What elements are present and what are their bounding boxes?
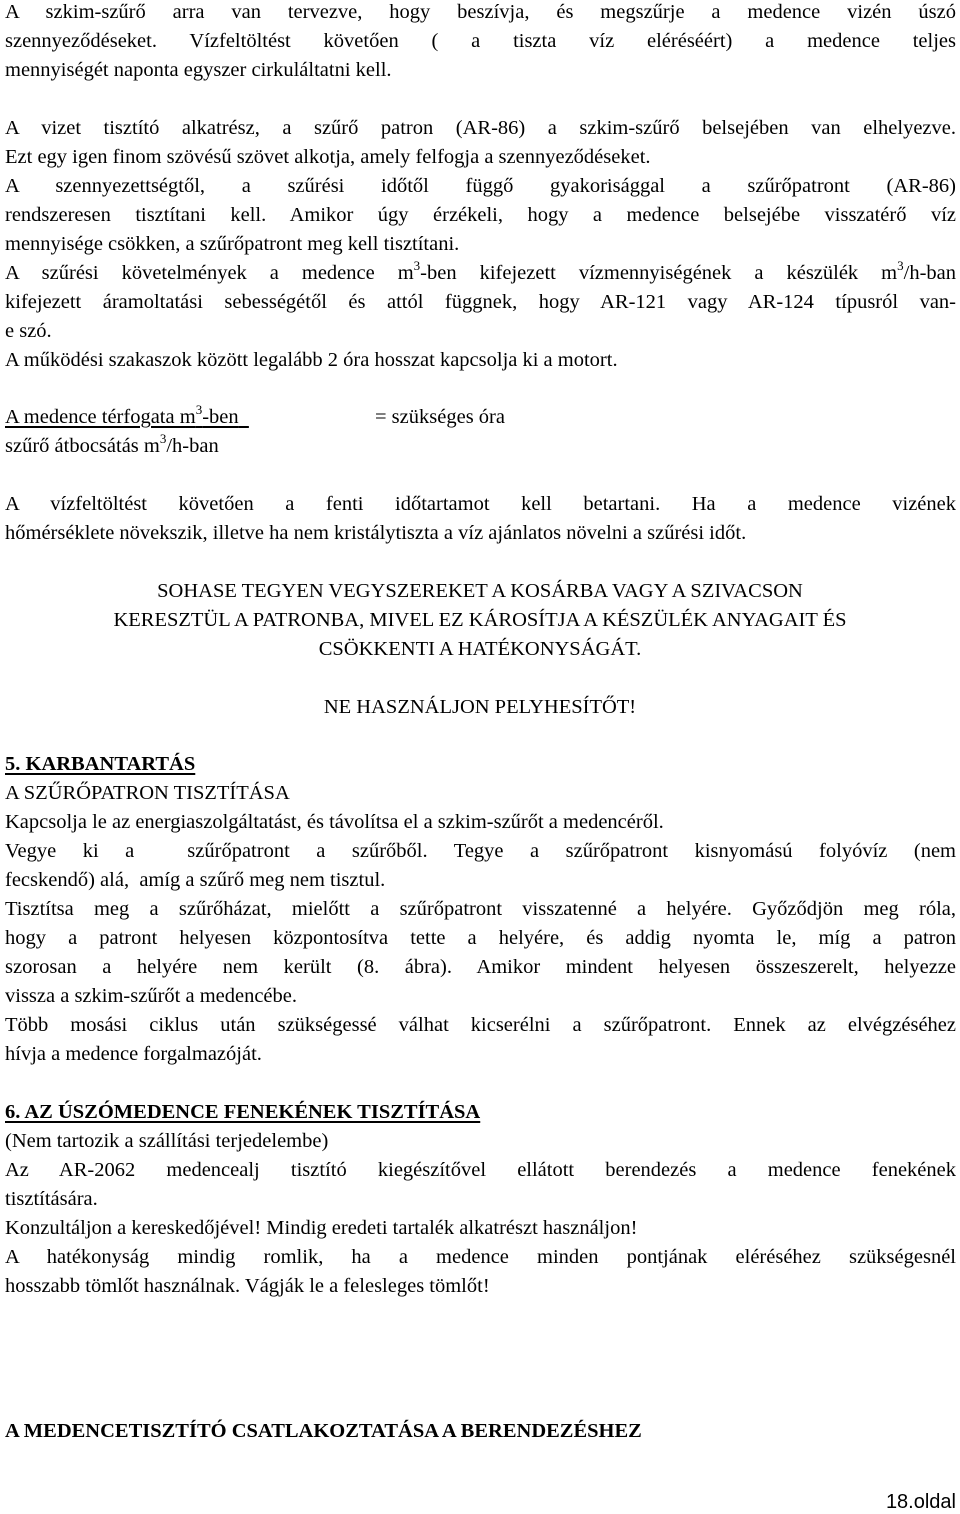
section-5-line-7: vissza a szkim-szűrőt a medencébe. [5, 985, 298, 1007]
intro-p2-line-5: mennyisége csökken, a szűrőpatront meg kell tisztítani. [5, 233, 460, 255]
section-5-line-5: hogy a patront helyesen központosítva tette a helyére, és addig nyomta le, míg a patron [5, 927, 956, 949]
formula-numerator [5, 402, 301, 429]
section-6-line-4: Konzultáljon a kereskedőjével! Mindig eredeti tartalék alkatrészt használjon! [5, 1217, 638, 1239]
section-5-subheading: A SZŰRŐPATRON TISZTÍTÁSA [5, 782, 290, 804]
section-6-line-1: (Nem tartozik a szállítási terjedelembe) [5, 1130, 329, 1152]
formula-numerator-text [5, 402, 249, 428]
warning-line-2: KERESZTÜL A PATRONBA, MIVEL EZ KÁROSÍTJA A KÉSZÜLÉK ANYAGAIT ÉS [113, 609, 847, 631]
after-formula-line-2: hőmérséklete növekszik, illetve ha nem kristálytiszta a víz ajánlatos növelni a szűrési időt. [5, 522, 747, 544]
section-5-line-6: szorosan a helyére nem került (8. ábra). Amikor mindent helyesen összeszerelt, helyezze [5, 956, 956, 978]
intro-p1-line-3: mennyiségét naponta egyszer cirkuláltatni kell. [5, 59, 392, 81]
formula-den-a: szűrő átbocsátás m [5, 435, 160, 457]
requirements-line-1 [5, 258, 956, 285]
formula-den-b: /h-ban [166, 435, 219, 457]
formula-num-b: -ben [202, 406, 239, 428]
page-number: 18.oldal [885, 1491, 956, 1513]
formula-den-sup: 3 [159, 431, 167, 446]
section-5-heading: 5. KARBANTARTÁS [5, 753, 196, 775]
req-text-a: A szűrési követelmények a medence m [5, 262, 414, 284]
after-formula-line-1: A vízfeltöltést követően a fenti időtartamot kell betartani. Ha a medence vizének [5, 493, 956, 515]
requirements-line-3: e szó. [5, 320, 52, 342]
intro-p1-line-1: A szkim-szűrő arra van tervezve, hogy beszívja, és megszűrje a medence vizén úszó [5, 1, 956, 23]
intro-p1-line-2: szennyeződéseket. Vízfeltöltést követően ( a tiszta víz eléréséért) a medence teljes [5, 30, 956, 52]
motor-note: A működési szakaszok között legalább 2 óra hosszat kapcsolja ki a motort. [5, 349, 618, 371]
section-5-line-2: Vegye ki a szűrőpatront a szűrőből. Tegye a szűrőpatront kisnyomású folyóvíz (nem [5, 840, 956, 862]
section-7-heading: A MEDENCETISZTÍTÓ CSATLAKOZTATÁSA A BERENDEZÉSHEZ [5, 1420, 642, 1442]
section-5-line-3: fecskendő) alá, amíg a szűrő meg nem tisztul. [5, 869, 386, 891]
intro-p2-line-3: A szennyezettségtől, a szűrési időtől függő gyakorisággal a szűrőpatront (AR-86) [5, 175, 956, 197]
formula-num-a: A medence térfogata m [5, 406, 196, 428]
section-6-line-5: A hatékonyság mindig romlik, ha a medence minden pontjának eléréséhez szükségesnél [5, 1246, 956, 1268]
req-sup-1: 3 [413, 258, 421, 273]
section-6-line-2: Az AR-2062 medencealj tisztító kiegészítővel ellátott berendezés a medence fenekének [5, 1159, 956, 1181]
intro-p2-line-1: A vizet tisztító alkatrész, a szűrő patron (AR-86) a szkim-szűrő belsejében van elhelyezve. [5, 117, 956, 139]
section-5-line-8: Több mosási ciklus után szükségessé válhat kicserélni a szűrőpatront. Ennek az elvégzéséhez [5, 1014, 956, 1036]
warning-line-1: SOHASE TEGYEN VEGYSZEREKET A KOSÁRBA VAGY A SZIVACSON [157, 580, 803, 602]
formula-num-sup: 3 [195, 402, 203, 417]
section-5-line-4: Tisztítsa meg a szűrőházat, mielőtt a szűrőpatront visszatenné a helyére. Győződjön meg róla, [5, 898, 956, 920]
warning-flocculant: NE HASZNÁLJON PELYHESÍTŐT! [323, 696, 637, 718]
formula-denominator [5, 431, 219, 458]
formula-result: = szükséges óra [375, 406, 505, 428]
req-text-b: -ben kifejezett vízmennyiségének a készülék m [420, 262, 898, 284]
section-6-line-6: hosszabb tömlőt használnak. Vágják le a felesleges tömlőt! [5, 1275, 490, 1297]
req-text-c: /h-ban [903, 262, 956, 284]
intro-p2-line-2: Ezt egy igen finom szövésű szövet alkotja, amely felfogja a szennyeződéseket. [5, 146, 651, 168]
warning-line-3: CSÖKKENTI A HATÉKONYSÁGÁT. [318, 638, 642, 660]
req-sup-2: 3 [897, 258, 904, 273]
requirements-line-2: kifejezett áramoltatási sebességétől és attól függnek, hogy AR-121 vagy AR-124 típusról van- [5, 291, 956, 313]
section-5-line-1: Kapcsolja le az energiaszolgáltatást, és távolítsa el a szkim-szűrőt a medencéről. [5, 811, 664, 833]
section-6-line-3: tisztítására. [5, 1188, 98, 1210]
intro-p2-line-4: rendszeresen tisztítani kell. Amikor úgy érzékeli, hogy a medence belsejébe visszatérő víz [5, 204, 956, 226]
section-6-heading: 6. AZ ÚSZÓMEDENCE FENEKÉNEK TISZTÍTÁSA [5, 1101, 481, 1123]
section-5-line-9: hívja a medence forgalmazóját. [5, 1043, 262, 1065]
